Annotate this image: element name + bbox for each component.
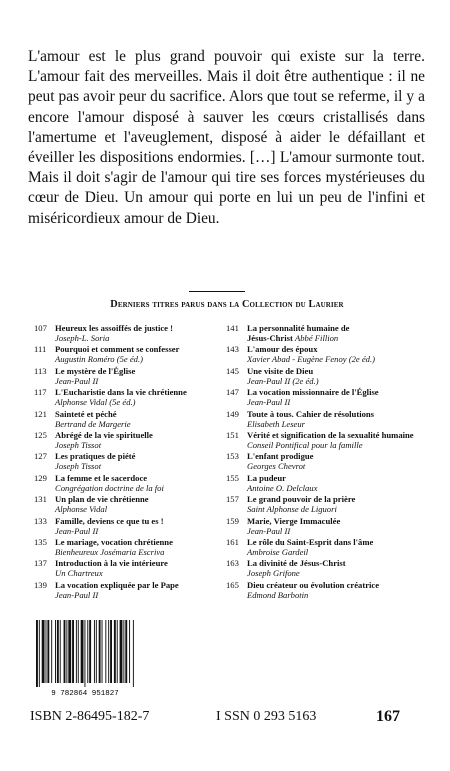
book-author: Jean-Paul II <box>247 525 291 536</box>
title-number: 163 <box>226 558 239 569</box>
collection-heading: Derniers titres parus dans la Collection du Laurier <box>110 299 344 310</box>
barcode-bar <box>84 620 85 687</box>
list-item <box>226 558 432 578</box>
book-author: Elisabeth Leseur <box>247 418 306 429</box>
title-number: 141 <box>226 323 239 333</box>
list-item <box>34 344 234 364</box>
barcode-bar <box>110 620 112 683</box>
divider-rule <box>189 291 245 292</box>
list-item <box>226 430 432 450</box>
book-author: Ambroise Gardeil <box>247 546 309 557</box>
book-title: La pudeur <box>247 472 286 483</box>
barcode-bar <box>99 620 101 683</box>
list-item <box>34 451 234 471</box>
list-item <box>34 323 234 343</box>
book-title: Famille, deviens ce que tu es ! <box>55 515 164 526</box>
list-item <box>226 323 432 343</box>
barcode-bar <box>120 620 123 683</box>
title-number: 159 <box>226 515 239 526</box>
book-title: Toute à tous. Cahier de résolutions <box>247 408 375 419</box>
book-author: Joseph Grifone <box>247 568 300 579</box>
barcode-bar <box>55 620 56 683</box>
list-item <box>226 409 432 429</box>
barcode-bar <box>76 620 77 683</box>
list-item <box>226 494 432 514</box>
book-title: Une visite de Dieu <box>247 365 314 376</box>
book-title: La vocation expliquée par le Pape <box>55 579 179 590</box>
title-number: 135 <box>34 536 47 547</box>
list-item <box>34 494 234 514</box>
title-number: 151 <box>226 429 239 440</box>
book-title: Le rôle du Saint-Esprit dans l'âme <box>247 536 374 547</box>
title-number: 121 <box>34 408 47 419</box>
barcode-bar <box>89 620 91 683</box>
barcode-bar <box>57 620 59 683</box>
barcode-bar <box>133 620 134 687</box>
book-title: La vocation missionnaire de l'Église <box>247 387 379 398</box>
book-author: Bienheureux Josémaria Escriva <box>55 546 165 557</box>
book-title-continued: Jésus-Christ <box>247 333 293 343</box>
barcode-bar <box>94 620 95 683</box>
book-author: Jean-Paul II <box>55 375 99 386</box>
barcode-bar <box>78 620 79 683</box>
barcode-bar <box>68 620 71 683</box>
list-item <box>34 473 234 493</box>
title-number: 129 <box>34 472 47 483</box>
book-title: Sainteté et péché <box>55 408 117 419</box>
barcode-bar <box>129 620 130 683</box>
barcode-bar <box>125 620 127 683</box>
barcode-bar <box>42 620 45 683</box>
title-number: 127 <box>34 451 47 462</box>
barcode-bar <box>39 620 40 687</box>
list-item <box>226 366 432 386</box>
book-title: Vérité et signification de la sexualité humaine <box>247 429 414 440</box>
title-number: 157 <box>226 494 239 505</box>
barcode-bar <box>87 620 88 683</box>
book-title: Le mystère de l'Église <box>55 365 136 376</box>
book-title: Le grand pouvoir de la prière <box>247 494 356 505</box>
list-item <box>226 387 432 407</box>
book-title: Marie, Vierge Immaculée <box>247 515 341 526</box>
title-number: 137 <box>34 558 47 569</box>
book-title: L'amour des époux <box>247 344 318 355</box>
book-title: Les pratiques de piété <box>55 451 136 462</box>
book-title: La personnalité humaine de <box>247 323 350 333</box>
book-author: Joseph Tissot <box>55 461 102 472</box>
book-title: Introduction à la vie intérieure <box>55 558 168 569</box>
book-title: La divinité de Jésus-Christ <box>247 558 346 569</box>
barcode-bar <box>64 620 66 683</box>
barcode-bar <box>81 620 84 683</box>
barcode-bar <box>36 620 38 687</box>
book-title: L'Eucharistie dans la vie chrétienne <box>55 387 187 398</box>
title-number: 165 <box>226 579 239 590</box>
barcode-bar <box>102 620 103 683</box>
list-item <box>226 580 432 600</box>
book-author: Saint Alphonse de Liguori <box>247 504 337 515</box>
book-author: Jean-Paul II (2e éd.) <box>247 375 319 386</box>
list-item <box>226 451 432 471</box>
isbn: ISBN 2-86495-182-7 <box>30 709 150 724</box>
barcode-bar <box>117 620 118 683</box>
book-author: Abbé Fillion <box>295 333 339 343</box>
book-author: Antoine O. Delclaux <box>247 482 318 493</box>
title-number: 125 <box>34 429 47 440</box>
title-number: 153 <box>226 451 239 462</box>
book-author: Jean-Paul II <box>247 397 291 408</box>
issn: I SSN 0 293 5163 <box>216 709 317 724</box>
book-author: Xavier Abad - Eugène Fenoy (2e éd.) <box>247 354 375 365</box>
title-number: 117 <box>34 387 47 398</box>
book-author: Alphonse Vidal (5e éd.) <box>55 397 136 408</box>
title-number: 143 <box>226 344 239 355</box>
list-item <box>34 366 234 386</box>
titles-left-column <box>34 323 234 601</box>
title-number: 155 <box>226 472 239 483</box>
book-title: L'enfant prodigue <box>247 451 314 462</box>
list-item <box>34 409 234 429</box>
book-title: Un plan de vie chrétienne <box>55 494 149 505</box>
barcode-bar <box>51 620 52 683</box>
book-author: Alphonse Vidal <box>55 504 108 515</box>
book-author: Congrégation doctrine de la foi <box>55 482 164 493</box>
barcode <box>30 618 140 698</box>
book-author: Joseph Tissot <box>55 439 102 450</box>
list-item <box>34 558 234 578</box>
book-title: Pourquoi et comment se confesser <box>55 344 180 355</box>
list-item <box>34 580 234 600</box>
titles-right-column <box>226 323 432 601</box>
barcode-bar <box>105 620 106 683</box>
title-number: 147 <box>226 387 239 398</box>
list-item <box>34 430 234 450</box>
barcode-number: 9 782864 951827 <box>51 690 119 698</box>
title-number: 111 <box>34 344 47 355</box>
title-number: 139 <box>34 579 47 590</box>
list-item <box>34 516 234 536</box>
list-item <box>226 473 432 493</box>
book-author: Conseil Pontifical pour la famille <box>247 439 363 450</box>
title-number: 149 <box>226 408 239 419</box>
barcode-bar <box>46 620 47 683</box>
barcode-bar <box>123 620 124 683</box>
book-author: Edmond Barbotin <box>247 589 309 600</box>
list-item <box>226 537 432 557</box>
book-author: Jean-Paul II <box>55 525 99 536</box>
title-number: 161 <box>226 536 239 547</box>
book-author: Un Chartreux <box>55 568 103 579</box>
book-author: Jean-Paul II <box>55 589 99 600</box>
barcode-bar <box>114 620 116 683</box>
book-author: Joseph-L. Soria <box>55 333 110 343</box>
book-title: Abrégé de la vie spirituelle <box>55 429 153 440</box>
title-number: 131 <box>34 494 47 505</box>
list-item <box>226 344 432 364</box>
barcode-bar <box>47 620 49 683</box>
title-number: 107 <box>34 323 47 333</box>
barcode-bar <box>60 620 61 683</box>
barcode-bar <box>66 620 67 683</box>
title-number: 145 <box>226 365 239 376</box>
barcode-bar <box>96 620 97 683</box>
quote-paragraph: L'amour est le plus grand pouvoir qui existe sur la terre. L'amour fait des merveilles. Mais il doit être authentique : il ne peut pas avoir peur du sacrifice. Alors que tout se referme, il y a encore l'amour disposé à sauver les cœurs cristallisés dans l'amertume et l'aveuglement, disposé à aider le défaillant et éveiller les dispositions endormies. […] L'amour surmonte tout. Mais il doit s'agir de l'amour qui tire ses forces mystérieuses du cœur de Dieu. Un amour qui porte en lui un peu de l'infini et miséricordieux amour de Dieu. <box>28 48 425 227</box>
title-number: 113 <box>34 365 47 376</box>
book-title: Heureux les assoiffés de justice ! <box>55 323 173 333</box>
page-number: 167 <box>376 708 400 725</box>
barcode-bar <box>72 620 74 683</box>
book-title: Dieu créateur ou évolution créatrice <box>247 579 380 590</box>
list-item <box>34 387 234 407</box>
book-author: Georges Chevrot <box>247 461 306 472</box>
book-author: Bertrand de Margerie <box>55 418 131 429</box>
book-author: Augustin Roméro (5e éd.) <box>55 354 143 365</box>
book-title: Le mariage, vocation chrétienne <box>55 536 173 547</box>
list-item <box>34 537 234 557</box>
title-number: 133 <box>34 515 47 526</box>
list-item <box>226 516 432 536</box>
book-title: La femme et le sacerdoce <box>55 472 148 483</box>
barcode-bar <box>108 620 109 683</box>
